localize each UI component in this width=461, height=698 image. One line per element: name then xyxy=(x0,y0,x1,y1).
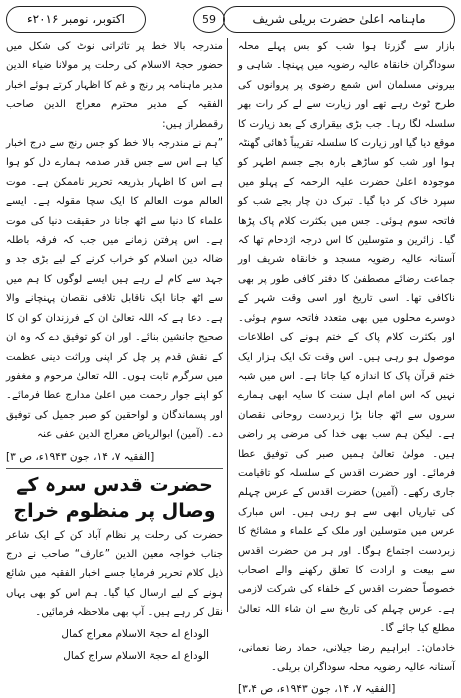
issue-date: اکتوبر، نومبر ۲۰۱۶ء xyxy=(6,6,146,33)
right-paragraph-2: خادمان:۔ ابراہیم رضا جیلانی، حماد رضا نعمانی، آستانہ عالیہ رضویہ محلہ سوداگران بریلی۔ xyxy=(238,642,455,673)
left-column xyxy=(6,37,223,667)
right-reference: [الفقیہ ۷، ۱۴، جون ۱۹۴۳ء، ص ۳،۴] xyxy=(238,683,396,696)
page-header xyxy=(6,6,455,33)
left-quote: ”ہم نے مندرجہ بالا خط کو جس رنج سے درج اخبار کیا ہے اس سے جس قدر صدمہ ہمارے دل کو ہوا ہے اس کا اظہار بذریعہ تحریر ناممکن ہے۔ موت العالم موت العالم کا ایک سچا مقولہ ہے۔ ایسے علماء کا دنیا سے اٹھ جانا در حقیقت دنیا کی موت ہے۔ اس پرفتن زمانے میں جب کہ فرقہ باطلہ ضالہ دین اسلام کو خراب کرنے کے لیے بڑی جد و جہد سے کام لے رہے ہیں ایسے لوگوں کا ہم میں سے اٹھ جانا ایک ناقابل تلافی نقصان پہنچانے والا ہے۔ دعا ہے کہ اللہ تعالیٰ ان کے فرزندان کو ان کا صحیح جانشین بنائے۔ اور ان کو توفیق دے کہ وہ ان کے نقش قدم پر چل کر اپنی وراثت دینی عظمت میں سرگرم ثابت ہوں۔ اللہ تعالیٰ مرحوم و مغفور کو اپنے جوار رحمت میں اعلیٰ مدارج عطا فرمائے۔ اور پسماندگان و لواحقین کو صبر جمیل کی توفیق دے۔ (آمین) ابوالریاض معراج الدین عفی عنہ xyxy=(6,138,223,441)
magazine-title: ماہنامہ اعلیٰ حضرت بریلی شریف xyxy=(223,6,455,33)
column-divider xyxy=(227,38,228,612)
verse-line-1-text: الوداع اے حجۃ الاسلام معراج کمال xyxy=(61,627,209,640)
verse-line-2 xyxy=(6,645,223,667)
poem-intro: حضرت کی رحلت پر نظام آباد کن کے ایک شاعر جناب خواجہ معین الدین ”عارف“ صاحب نے درج ذیل کلام تحریر فرمایا جسے اخبار الفقیہ میں شائع ہونے کے لیے ارسال کیا گیا۔ ہم اس کو بھی یہاں نقل کر رہے ہیں۔ آپ بھی ملاحظہ فرمائیں۔ xyxy=(6,529,223,619)
right-paragraph-1: بازار سے گزرتا ہوا شب کو بس پہلے محلہ سوداگران خانقاہ عالیہ رضویہ میں پہنچا۔ شاہی و بیرونی مسلمان اس شمع رضوی پر پروانوں کی طرح ٹوٹ رہے تھے اور زیارت سے لے کر رات بھر سلسلہ لگا رہا۔ جب بڑی بیقراری کے بعد زیارت کا موقع دیا گیا اور زیارت کا سلسلہ تقریباً ڈھائی گھنٹہ ہوا اور شب کو ساڑھے بارہ بجے جسم اطہر کو موجودہ اعلیٰ حضرت علیہ الرحمہ کے پہلو میں سپرد خاک کر دیا گیا۔ تبرک دن چار بجے شب کو فاتحہ سوم ہوئی۔ جس میں بکثرت کلام پاک پڑھا گیا۔ زائرین و متوسلین کا اس درجہ اژدحام تھا کہ آستانہ عالیہ رضویہ مسجد و خانقاہ شریف اور جماعت رضائے مصطفیٰ کا دفتر کافی طور پر بھی ناکافی تھا۔ اسی تاریخ اور اسی وقت شہر کے دوسرے محلوں میں بھی متعدد فاتحہ سوم ہوئی۔ اور بکثرت کلام پاک کے ختم ہونے کی اطلاعات موصول ہو رہی ہیں۔ اس وقت تک ایک ہزار ایک ختم قرآن پاک کا اندازہ کیا جاتا ہے۔ اس میں شبہ نہیں کہ اس امام اہل سنت کا سایہ ابھی ہمارے سروں سے اٹھ جانا بڑا زبردست روحانی نقصان ہے۔ لیکن ہم سب بھی خدا کی مرضی پر راضی ہیں۔ مولیٰ تعالیٰ ہمیں صبر کی توفیق عطا فرمائے۔ اور حضرت اقدس کے سلسلہ کو تاقیامت جاری رکھے۔ (آمین) حضرت اقدس کے عرس چہلم کی تیاریاں ابھی سے ہو رہی ہیں۔ اس مبارک عرس میں متوسلین اور ملک کے علماء و مشائخ کا زبردست اجتماع ہوگا۔ اور ہر من حضرت اقدس سے بیعت و ارادت کا تعلق رکھنے والے اصحاب خصوصاً حضرت اقدس کے خلفاء کی شرکت لازمی ہے۔ عرس چہلم کی تاریخ سے ان شاء اللہ تعالیٰ مطلع کیا جائے گا۔ xyxy=(238,41,455,635)
verse-line-1 xyxy=(6,623,223,645)
verse-line-2-text: الوداع اے حجۃ الاسلام سراج کمال xyxy=(63,649,209,662)
right-column xyxy=(238,37,455,698)
section-title: حضرت قدس سرہ کے وصال پر منظوم خراج xyxy=(6,468,223,524)
page-number: 59 xyxy=(193,6,225,33)
left-reference: [الفقیہ ۷، ۱۴، جون ۱۹۴۳ء، ص ۳] xyxy=(6,450,155,463)
left-intro: مندرجہ بالا خط پر تاثراتی نوٹ کی شکل میں حضور حجۃ الاسلام کی رحلت پر مولانا ضیاء الدین مدیر ماہنامہ پر رنج و غم کا اظہار کرتے ہوئے اخبار الفقیہ کے مدیر محترم معراج الدین صاحب رقمطراز ہیں: xyxy=(6,41,223,130)
